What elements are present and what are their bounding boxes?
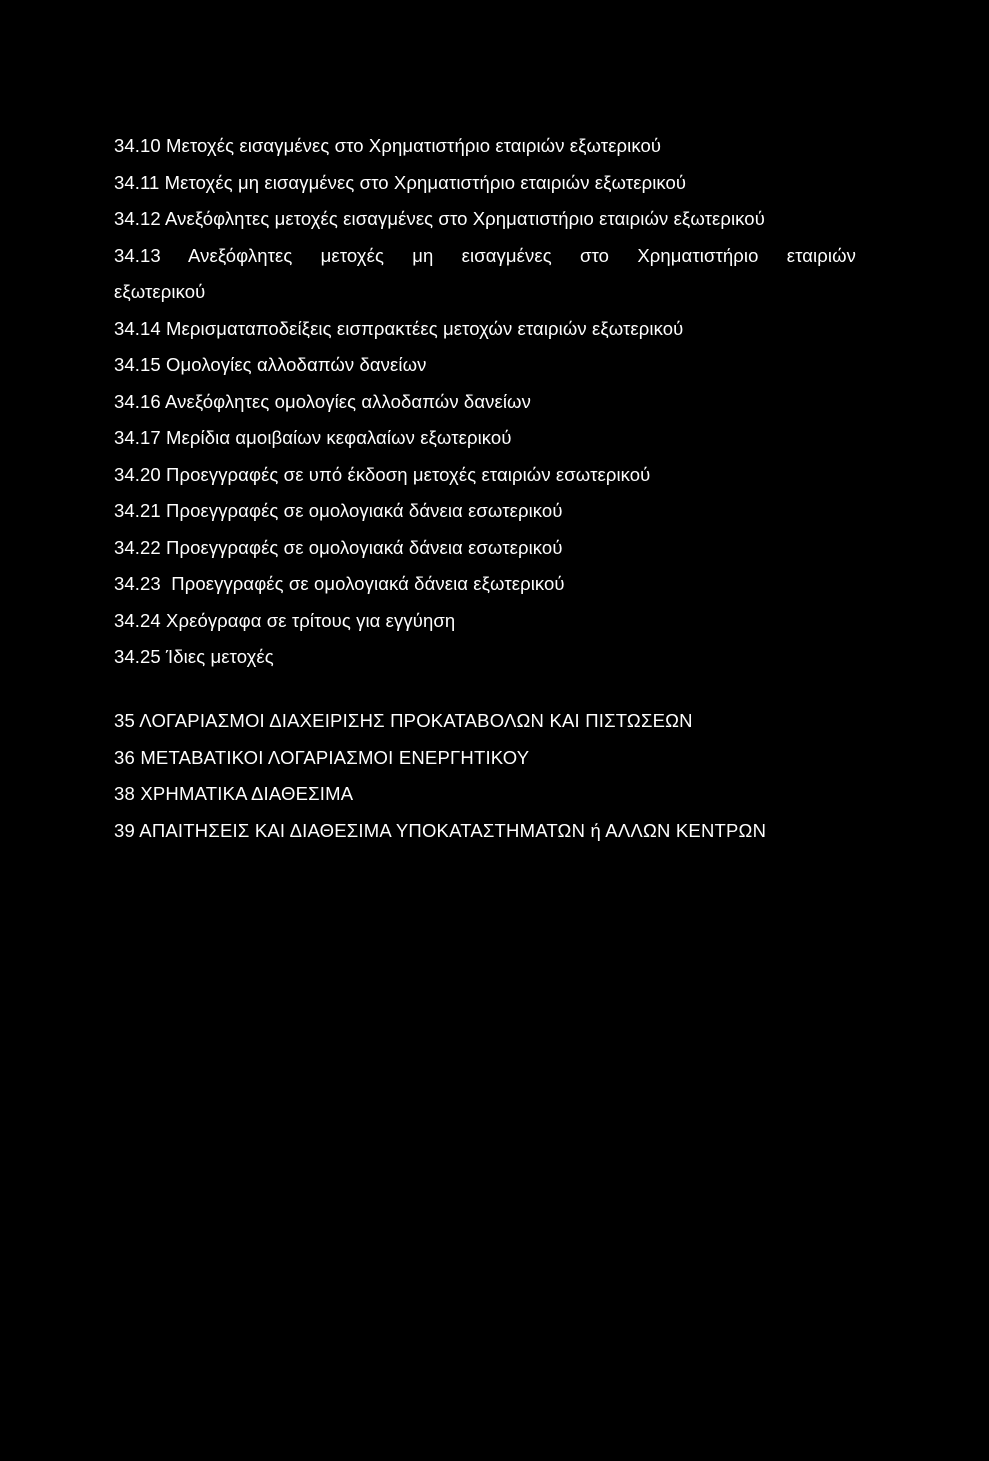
list-item: 34.24 Χρεόγραφα σε τρίτους για εγγύηση bbox=[114, 609, 456, 631]
list-item: 34.17 Μερίδια αμοιβαίων κεφαλαίων εξωτερικού bbox=[114, 427, 512, 448]
list-item: 34.23 Προεγγραφές σε ομολογιακά δάνεια εξωτερικού bbox=[114, 573, 565, 594]
list-item: 34.20 Προεγγραφές σε υπό έκδοση μετοχές εταιριών εσωτερικού bbox=[114, 463, 651, 485]
list-item: 34.15 Ομολογίες αλλοδαπών δανείων bbox=[114, 354, 427, 375]
list-item: 34.25 Ίδιες μετοχές bbox=[114, 646, 274, 667]
main-account-heading: 35 ΛΟΓΑΡΙΑΣΜΟΙ ΔΙΑΧΕΙΡΙΣΗΣ ΠΡΟΚΑΤΑΒΟΛΩΝ ΚΑΙ ΠΙΣΤΩΣΕΩΝ bbox=[114, 710, 693, 731]
list-item-continuation: εξωτερικού bbox=[114, 281, 206, 302]
main-account-heading: 38 ΧΡΗΜΑΤΙΚΑ ΔΙΑΘΕΣΙΜΑ bbox=[114, 783, 354, 804]
list-item: 34.21 Προεγγραφές σε ομολογιακά δάνεια εσωτερικού bbox=[114, 500, 563, 521]
list-item: 34.14 Μερισματαποδείξεις εισπρακτέες μετοχών εταιριών εξωτερικού bbox=[114, 317, 684, 339]
sub-account-list bbox=[114, 128, 856, 676]
list-item: 34.16 Ανεξόφλητες ομολογίες αλλοδαπών δανείων bbox=[114, 390, 531, 412]
list-item: 34.10 Μετοχές εισαγμένες στο Χρηματιστήριο εταιριών εξωτερικού bbox=[114, 135, 662, 156]
list-item: 34.12 Ανεξόφλητες μετοχές εισαγμένες στο Χρηματιστήριο εταιριών εξωτερικού bbox=[114, 208, 765, 229]
main-account-heading: 39 ΑΠΑΙΤΗΣΕΙΣ ΚΑΙ ΔΙΑΘΕΣΙΜΑ ΥΠΟΚΑΤΑΣΤΗΜΑΤΩΝ ή ΑΛΛΩΝ ΚΕΝΤΡΩΝ bbox=[114, 819, 767, 841]
list-item: 34.11 Μετοχές μη εισαγμένες στο Χρηματιστήριο εταιριών εξωτερικού bbox=[114, 171, 687, 193]
main-account-heading: 36 ΜΕΤΑΒΑΤΙΚΟΙ ΛΟΓΑΡΙΑΣΜΟΙ ΕΝΕΡΓΗΤΙΚΟΥ bbox=[114, 746, 530, 768]
list-item: 34.22 Προεγγραφές σε ομολογιακά δάνεια εσωτερικού bbox=[114, 536, 563, 558]
list-item: 34.13 Ανεξόφλητες μετοχές μη εισαγμένες στο Χρηματιστήριο εταιριών bbox=[114, 244, 856, 266]
main-account-list bbox=[114, 703, 874, 849]
